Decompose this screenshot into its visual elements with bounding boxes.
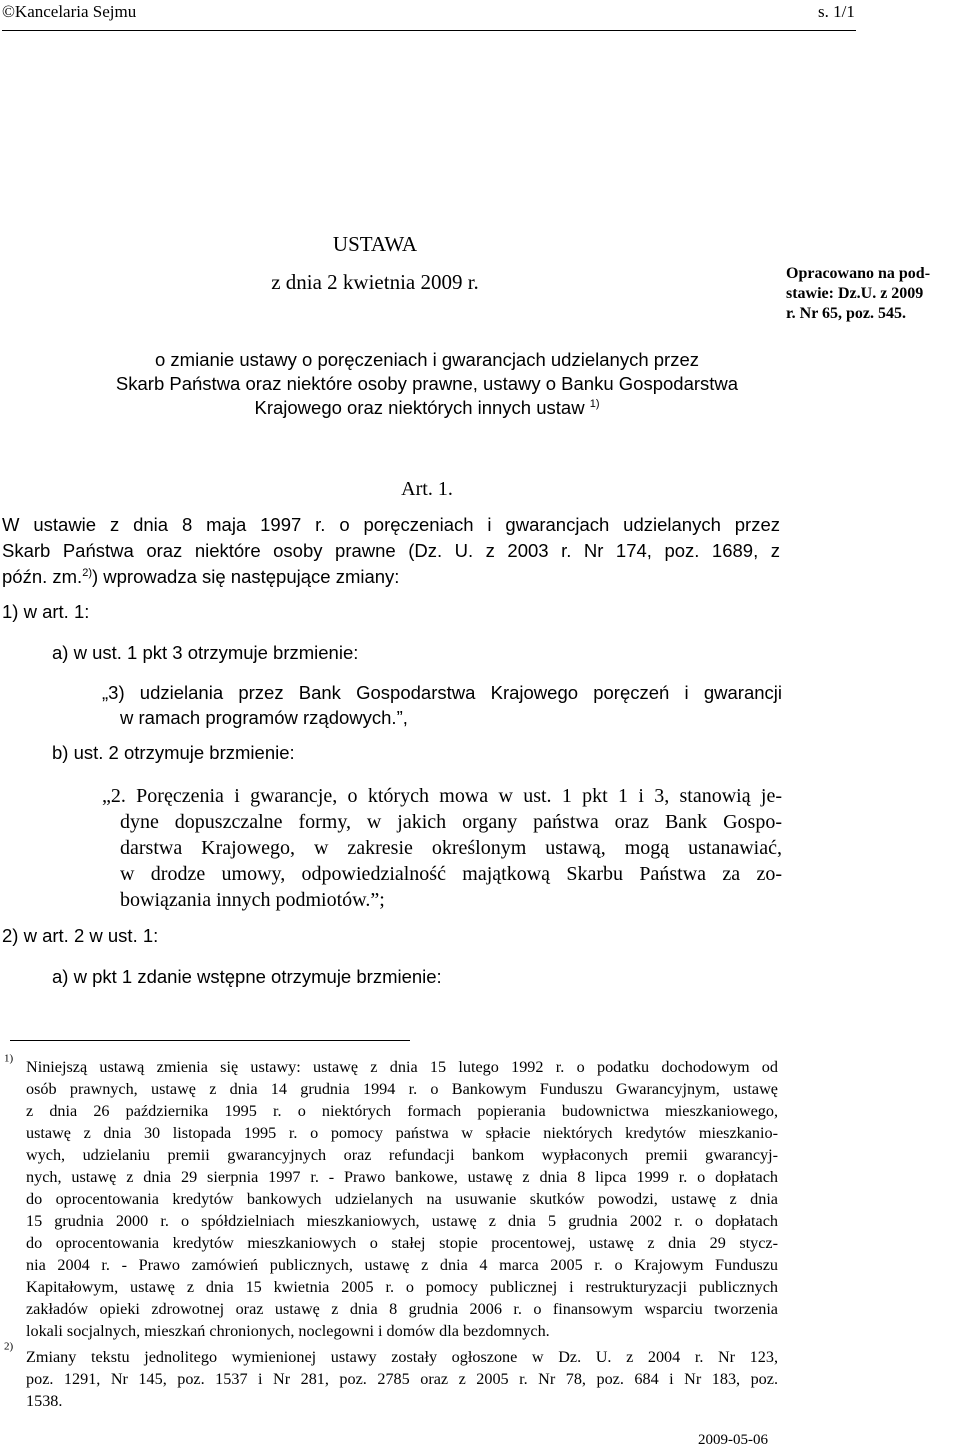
footnote-2-mark [4, 1340, 13, 1362]
footnote-line: osób prawnych, ustawę z dnia 14 grudnia 1994 r. o Bankowym Funduszu Gwarancyjnym, ustawę [26, 1080, 778, 1098]
article-heading: Art. 1. [401, 478, 453, 500]
point-2: 2) w art. 2 w ust. 1: [2, 925, 159, 946]
quote-1 [102, 680, 782, 730]
footnote-line: Niniejszą ustawą zmienia się ustawy: ustawę z dnia 15 lutego 1992 r. o podatku dochodowym od [26, 1058, 778, 1076]
intro-tail-post: ) wprowadza się następujące zmiany: [91, 566, 400, 587]
footnote-line: poz. 1291, Nr 145, poz. 1537 i Nr 281, poz. 2785 oraz z 2005 r. Nr 78, poz. 684 i Nr 183, poz. [26, 1370, 778, 1388]
footnote-line: 15 grudnia 2000 r. o spółdzielniach mieszkaniowych, ustawę z dnia 5 grudnia 2002 r. o dopłatach [26, 1212, 778, 1230]
header-publisher: ©Kancelaria Sejmu [2, 2, 137, 21]
footnote-1-mark [4, 1052, 13, 1074]
quote-line: „3) udzielania przez Bank Gospodarstwa Krajowego poręczeń i gwarancji [102, 682, 782, 703]
intro-line: W ustawie z dnia 8 maja 1997 r. o poręczeniach i gwarancjach udzielanych przez [2, 514, 780, 535]
footnote-1 [26, 1056, 778, 1342]
subject-line: Skarb Państwa oraz niektóre osoby prawne, ustawy o Banku Gospodarstwa [115, 373, 739, 394]
source-note [786, 264, 960, 324]
footnote-line: do oprocentowania kredytów mieszkaniowych o stałej stopie procentowej, ustawę z dnia 29 stycz- [26, 1234, 778, 1252]
quote-line: bowiązania innych podmiotów.”; [120, 889, 385, 911]
footnote-2 [26, 1346, 778, 1412]
footnote-ref: 2) [82, 566, 92, 579]
source-note-line: stawie: Dz.U. z 2009 [786, 285, 924, 302]
doc-subject [0, 348, 854, 420]
point-1: 1) w art. 1: [2, 601, 90, 622]
footnote-ref: 1) [589, 397, 600, 410]
footnote-mark: 1) [4, 1052, 14, 1065]
footnote-line: nia 2004 r. - Prawo zamówień publicznych, ustawę z dnia 4 marca 2005 r. o Krajowym Funduszu [26, 1256, 778, 1274]
quote-line: darstwa Krajowego, w zakresie określonym ustawą, mogą ustanawiać, [120, 837, 782, 859]
doc-kind: USTAWA [332, 232, 418, 256]
point-1b: b) ust. 2 otrzymuje brzmienie: [52, 742, 295, 763]
header-rule [2, 30, 856, 31]
footnote-line: Zmiany tekstu jednolitego wymienionej ustawy zostały ogłoszone w Dz. U. z 2004 r. Nr 123, [26, 1348, 778, 1366]
footnote-line: lokali socjalnych, mieszkań chronionych, noclegowni i domów dla bezdomnych. [26, 1322, 550, 1340]
source-note-line: Opracowano na pod- [786, 265, 931, 282]
subject-line [0, 396, 854, 420]
footer-date: 2009-05-06 [698, 1432, 768, 1448]
footnote-line: z dnia 26 października 1995 r. o niektórych formach popierania budownictwa mieszkaniowego, [26, 1102, 778, 1120]
footnote-line: ustawę z dnia 30 listopada 1995 r. o pomocy państwa w spłacie niektórych kredytów mieszkanio- [26, 1124, 778, 1142]
footnote-line: wych, udzielaniu premii gwarancyjnych oraz refundacji bankom wypłaconych premii gwarancyj- [26, 1146, 778, 1164]
subject-line-text: Krajowego oraz niektórych innych ustaw [254, 397, 585, 418]
footnote-line: 1538. [26, 1392, 63, 1410]
footnote-line: do oprocentowania kredytów bankowych udzielanych na usuwanie skutków powodzi, ustawę z dnia [26, 1190, 778, 1208]
quote-line: w drodze umowy, odpowiedzialność majątkową Skarbu Państwa za zo- [120, 863, 782, 885]
intro-tail-pre: późn. zm. [2, 566, 83, 587]
quote-line: „2. Poręczenia i gwarancje, o których mowa w ust. 1 pkt 1 i 3, stanowią je- [102, 785, 782, 807]
footnote-line: nych, ustawę z dnia 29 sierpnia 1997 r. - Prawo bankowe, ustawę z dnia 8 lipca 1999 r. o dopłatach [26, 1168, 778, 1186]
doc-date: z dnia 2 kwietnia 2009 r. [271, 270, 479, 294]
footnote-line: zakładów opieki zdrowotnej oraz ustawę z dnia 8 grudnia 2006 r. o finansowym wsparciu tworzenia [26, 1300, 778, 1318]
source-note-line: r. Nr 65, poz. 545. [786, 305, 906, 322]
quote-2 [102, 783, 782, 913]
footnote-rule [10, 1040, 410, 1041]
point-2a: a) w pkt 1 zdanie wstępne otrzymuje brzmienie: [52, 966, 442, 987]
footnote-mark: 2) [4, 1340, 14, 1353]
quote-line: w ramach programów rządowych.”, [120, 707, 408, 728]
article-intro [2, 512, 780, 590]
header-page-number: s. 1/1 [818, 2, 855, 21]
intro-line: Skarb Państwa oraz niektóre osoby prawne (Dz. U. z 2003 r. Nr 174, poz. 1689, z [2, 540, 780, 561]
footnote-line: Kapitałowym, ustawę z dnia 15 kwietnia 2005 r. o pomocy publicznej i restrukturyzacji publicznych [26, 1278, 778, 1296]
intro-line [2, 564, 780, 590]
point-1a: a) w ust. 1 pkt 3 otrzymuje brzmienie: [52, 642, 359, 663]
quote-line: dyne dopuszczalne formy, w jakich organy państwa oraz Bank Gospo- [120, 811, 782, 833]
subject-line: o zmianie ustawy o poręczeniach i gwarancjach udzielanych przez [155, 349, 699, 370]
